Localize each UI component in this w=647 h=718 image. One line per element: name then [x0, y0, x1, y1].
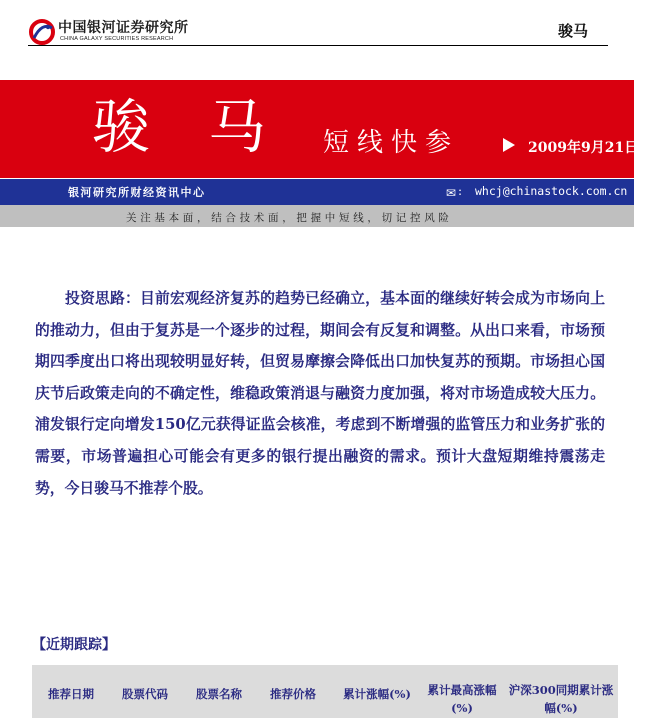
col-header: 累计最高涨幅(%): [427, 683, 497, 715]
banner-subtitle: 短线快参: [323, 128, 460, 158]
investment-paragraph: 投资思路：目前宏观经济复苏的趋势已经确立，基本面的继续好转会成为市场向上的推动力，但由于复苏是一个逐步的过程，期间会有反复和调整。从出口来看，市场预期四季度出口将出现较明显好转，但贸易摩擦会降低出口加快复苏的预期。市场担心国庆节后政策走向的不确定性，维稳政策消退与融资力度加强，将对市场造成较大压力。浦发银行定向增发150亿元获得证监会核准，考虑到不断增强的监管压力和业务扩张的需要，市场普遍担心可能会有更多的银行提出融资的需求。预计大盘短期维持震荡走势，今日骏马不推荐个股。: [35, 290, 605, 497]
report-date: 2009年9月21日: [528, 140, 639, 156]
col-header: 股票代码: [122, 687, 168, 701]
galaxy-logo-icon: [28, 18, 56, 46]
tracking-table-header: [32, 665, 618, 718]
header-rule: [28, 45, 608, 46]
col-header: 沪深300同期累计涨幅(%): [508, 683, 614, 715]
mail-icon: ✉: [446, 186, 457, 200]
banner-title: 骏马: [92, 93, 325, 161]
email-link[interactable]: whcj@chinastock.com.cn: [475, 184, 628, 198]
org-name-en: CHINA GALAXY SECURITIES RESEARCH: [60, 36, 174, 42]
center-name: 银河研究所财经资讯中心: [68, 186, 206, 199]
col-header: 推荐价格: [270, 687, 316, 701]
tracking-title: 【近期跟踪】: [32, 637, 116, 653]
triangle-arrow-icon: [503, 138, 515, 152]
col-header: 累计涨幅(%): [343, 687, 411, 701]
motto-text: 关注基本面，结合技术面，把握中短线，切记控风险: [126, 212, 453, 224]
org-name: 中国银河证券研究所: [58, 19, 189, 35]
email-label: :: [458, 184, 463, 198]
corner-mark: 骏马: [558, 22, 589, 40]
col-header: 推荐日期: [48, 687, 94, 701]
col-header: 股票名称: [196, 687, 242, 701]
